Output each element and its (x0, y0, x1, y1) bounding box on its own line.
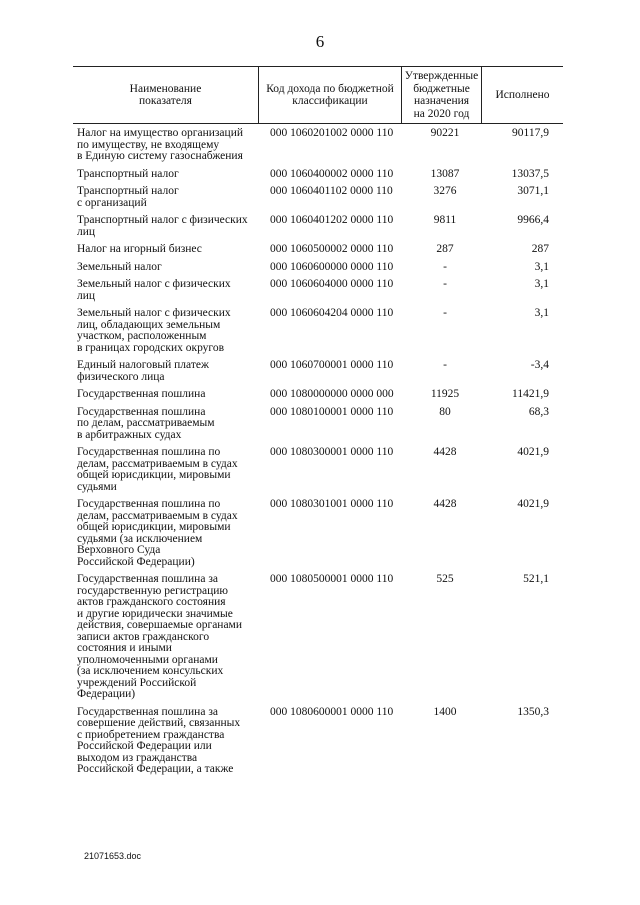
table-row (73, 389, 563, 401)
cell-budget-code: 000 1060600000 0000 110 (270, 260, 394, 273)
table-row (73, 169, 563, 181)
cell-budget-code: 000 1080600001 0000 110 (270, 705, 394, 718)
footer-doc-id: 21071653.doc (84, 851, 142, 861)
table-row (73, 407, 563, 442)
cell-budget-code: 000 1080500001 0000 110 (270, 573, 394, 585)
cell-executed: 13037,5 (511, 167, 549, 180)
cell-executed: 11421,9 (512, 388, 549, 400)
cell-indicator-name: Транспортный налог с физических лиц (77, 214, 248, 238)
cell-budget-code: 000 1080000000 0000 000 (270, 388, 394, 400)
cell-approved: - (443, 260, 447, 273)
table-body (73, 124, 563, 776)
cell-budget-code: 000 1060401102 0000 110 (270, 185, 393, 197)
cell-budget-code: 000 1060500002 0000 110 (270, 243, 394, 255)
table-row (73, 574, 563, 701)
cell-indicator-name: Государственная пошлина по делам, рассматриваемым в судах общей юрисдикции, мировыми судьями (77, 446, 238, 493)
cell-indicator-name: Земельный налог (77, 260, 162, 273)
table-row (73, 279, 563, 302)
revenue-table (73, 67, 563, 782)
cell-budget-code: 000 1080300001 0000 110 (270, 446, 394, 458)
cell-executed: 4021,9 (517, 446, 549, 458)
table-row (73, 360, 563, 383)
cell-executed: 4021,9 (517, 498, 549, 510)
cell-budget-code: 000 1060700001 0000 110 (270, 359, 394, 371)
cell-indicator-name: Единый налоговый платеж физического лица (77, 359, 209, 383)
cell-approved: 525 (436, 573, 454, 585)
table-row (73, 499, 563, 568)
cell-approved: 1400 (433, 705, 457, 718)
cell-approved: 4428 (433, 446, 457, 458)
cell-indicator-name: Государственная пошлина по делам, рассматриваемым в арбитражных судах (77, 405, 215, 441)
cell-approved: 287 (436, 243, 454, 255)
cell-budget-code: 000 1060604000 0000 110 (270, 278, 394, 290)
table-row (73, 707, 563, 776)
header-indicator-name: Наименование показателя (73, 67, 259, 123)
cell-executed: 1350,3 (517, 705, 549, 718)
cell-budget-code: 000 1060400002 0000 110 (270, 167, 394, 180)
table-row (73, 128, 563, 163)
cell-approved: 9811 (433, 214, 457, 226)
cell-executed: 90117,9 (512, 127, 549, 139)
cell-executed: 287 (531, 243, 549, 255)
cell-indicator-name: Государственная пошлина за государственную регистрацию актов гражданского состояния и другие юридически значимые действия, совершаемые органами записи актов гражданского состояния и иными уполномоченными органами (за исключением консульских учреждений Российской Федерации) (77, 573, 242, 700)
cell-indicator-name: Государственная пошлина за совершение действий, связанных с приобретением гражданства Российской Федерации или выходом из гражданства Российской Федерации, а также (77, 705, 241, 775)
cell-indicator-name: Транспортный налог с организаций (77, 185, 179, 209)
cell-budget-code: 000 1060201002 0000 110 (270, 127, 394, 139)
cell-budget-code: 000 1060604204 0000 110 (270, 307, 394, 319)
cell-approved: 80 (439, 405, 451, 418)
cell-indicator-name: Государственная пошлина (77, 388, 206, 400)
cell-approved: - (443, 359, 447, 371)
cell-approved: 11925 (430, 388, 460, 400)
header-approved-2020: Утвержденные бюджетные назначения на 2020 год (402, 67, 482, 123)
header-executed: Исполнено (495, 88, 550, 101)
table-header-row (73, 67, 563, 124)
cell-budget-code: 000 1060401202 0000 110 (270, 214, 394, 226)
cell-executed: 3,1 (534, 307, 549, 319)
cell-executed: 9966,4 (517, 214, 549, 226)
cell-indicator-name: Земельный налог с физических лиц (77, 278, 231, 302)
cell-indicator-name: Транспортный налог (77, 167, 179, 180)
cell-indicator-name: Налог на игорный бизнес (77, 243, 202, 255)
cell-indicator-name: Налог на имущество организаций по имуществу, не входящему в Единую систему газоснабжения (77, 127, 243, 162)
cell-executed: 3071,1 (517, 185, 549, 197)
table-row (73, 262, 563, 274)
table-row (73, 308, 563, 354)
cell-budget-code: 000 1080100001 0000 110 (270, 405, 394, 418)
table-row (73, 447, 563, 493)
header-budget-code: Код дохода по бюджетной классификации (259, 67, 402, 123)
cell-indicator-name: Государственная пошлина по делам, рассматриваемым в судах общей юрисдикции, мировыми судьями (за исключением Верховного Суда Российской Федерации) (77, 498, 238, 568)
cell-approved: 4428 (433, 498, 457, 510)
cell-indicator-name: Земельный налог с физических лиц, обладающих земельным участком, расположенным в границах городских округов (77, 307, 231, 354)
page-number: 6 (315, 32, 325, 51)
cell-approved: 90221 (430, 127, 460, 139)
cell-executed: 521,1 (523, 573, 549, 585)
cell-approved: - (443, 278, 447, 290)
cell-budget-code: 000 1080301001 0000 110 (270, 498, 394, 510)
cell-approved: 3276 (433, 185, 457, 197)
cell-executed: -3,4 (530, 359, 549, 371)
cell-executed: 3,1 (534, 278, 549, 290)
cell-approved: 13087 (430, 167, 460, 180)
table-row (73, 244, 563, 256)
cell-executed: 3,1 (534, 260, 549, 273)
table-row (73, 186, 563, 209)
cell-approved: - (443, 307, 447, 319)
table-row (73, 215, 563, 238)
cell-executed: 68,3 (528, 405, 549, 418)
